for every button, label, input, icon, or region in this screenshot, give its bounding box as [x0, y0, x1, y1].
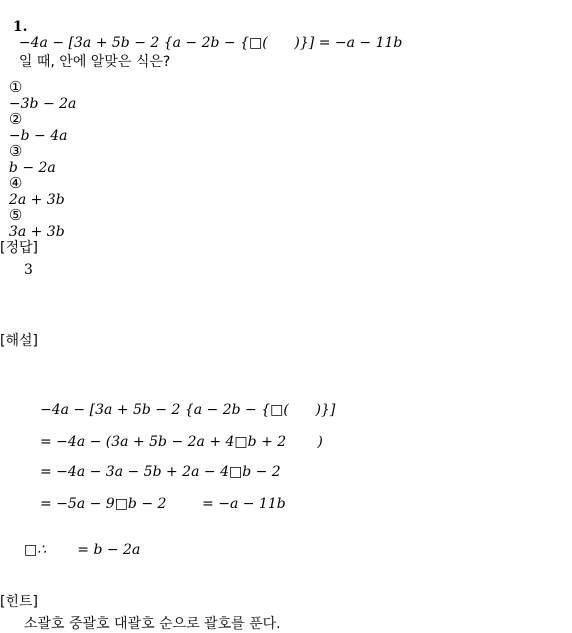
choice-mark: ① [8, 78, 23, 96]
hint-text: 소괄호 중괄호 대괄호 순으로 괄호를 푼다. [24, 616, 281, 632]
choice-mark: ② [8, 110, 23, 128]
question-row [4, 3, 402, 71]
choice-text: 2a + 3b [8, 192, 65, 208]
solution-step-3: = −4a − 3a − 5b + 2a − 4□b − 2 [40, 464, 281, 480]
answer-heading: [정답] [0, 240, 38, 256]
solution-step-1: −4a − [3a + 5b − 2 {a − 2b − {□( )}] [40, 402, 336, 418]
answer-value: 3 [24, 262, 33, 278]
question-expression: −4a − [3a + 5b − 2 {a − 2b − {□( )}] = −a − 11b [18, 35, 403, 51]
choice-text: b − 2a [8, 160, 56, 176]
question-number: 1. [12, 19, 28, 35]
solution-step-2: = −4a − (3a + 5b − 2a + 4□b + 2 ) [40, 434, 323, 450]
choice-text: −b − 4a [8, 128, 68, 144]
solution-step-4: = −5a − 9□b − 2 = −a − 11b [40, 496, 286, 512]
choice-text: −3b − 2a [8, 96, 77, 112]
choice-mark: ④ [8, 174, 23, 192]
choice-text: 3a + 3b [8, 224, 65, 240]
question-prompt: 일 때, 안에 알맞은 식은? [18, 54, 171, 70]
choice-mark: ③ [8, 142, 23, 160]
choice-mark: ⑤ [8, 206, 23, 224]
solution-conclusion: □∴ = b − 2a [24, 542, 141, 558]
hint-heading: [힌트] [0, 594, 38, 610]
choice-5 [0, 190, 65, 240]
solution-heading: [해설] [0, 333, 38, 349]
